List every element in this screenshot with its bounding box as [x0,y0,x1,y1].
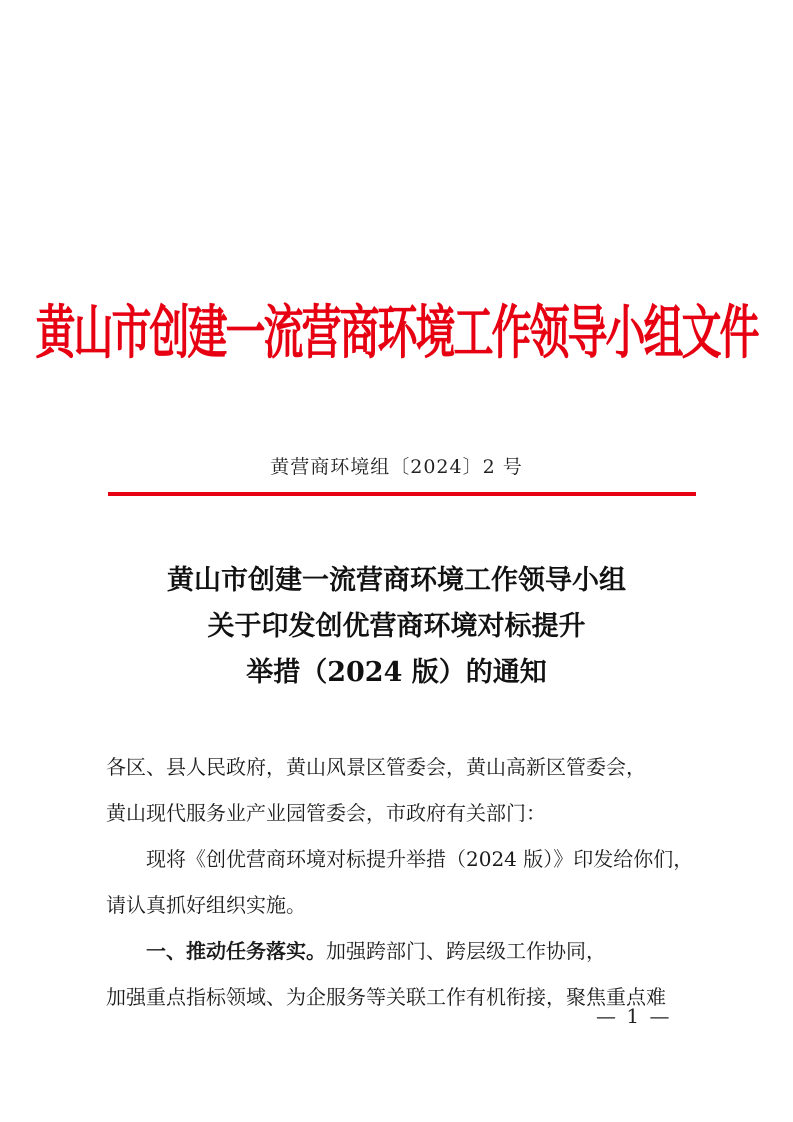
recipients-line-1: 各区、县人民政府，黄山风景区管委会，黄山高新区管委会， [106,755,646,779]
document-number: 黄营商环境组〔2024〕2 号 [270,456,523,478]
section-1-text: 加强跨部门、跨层级工作协同， [326,939,606,963]
document-body [106,744,696,1020]
title-line-1: 黄山市创建一流营商环境工作领导小组 [167,565,626,596]
paragraph-1-line-1: 现将《创优营商环境对标提升举措（2024 版）》印发给你们， [146,847,694,871]
document-masthead: 黄山市创建一流营商环境工作领导小组文件 [35,298,758,368]
section-1-line-2: 加强重点指标领域、为企服务等关联工作有机衔接，聚焦重点难 [106,985,666,1009]
section-1-line-1 [106,928,696,974]
paragraph-1-line-2: 请认真抓好组织实施。 [106,893,306,917]
title-line-3: 举措（2024 版）的通知 [246,657,547,688]
title-line-2: 关于印发创优营商环境对标提升 [207,611,586,642]
page-number: — 1 — [596,1004,672,1028]
document-title [0,558,793,696]
red-divider-line [108,492,696,496]
section-1-heading: 一、推动任务落实。 [146,939,326,963]
recipients-line-2: 黄山现代服务业产业园管委会，市政府有关部门： [106,801,546,825]
